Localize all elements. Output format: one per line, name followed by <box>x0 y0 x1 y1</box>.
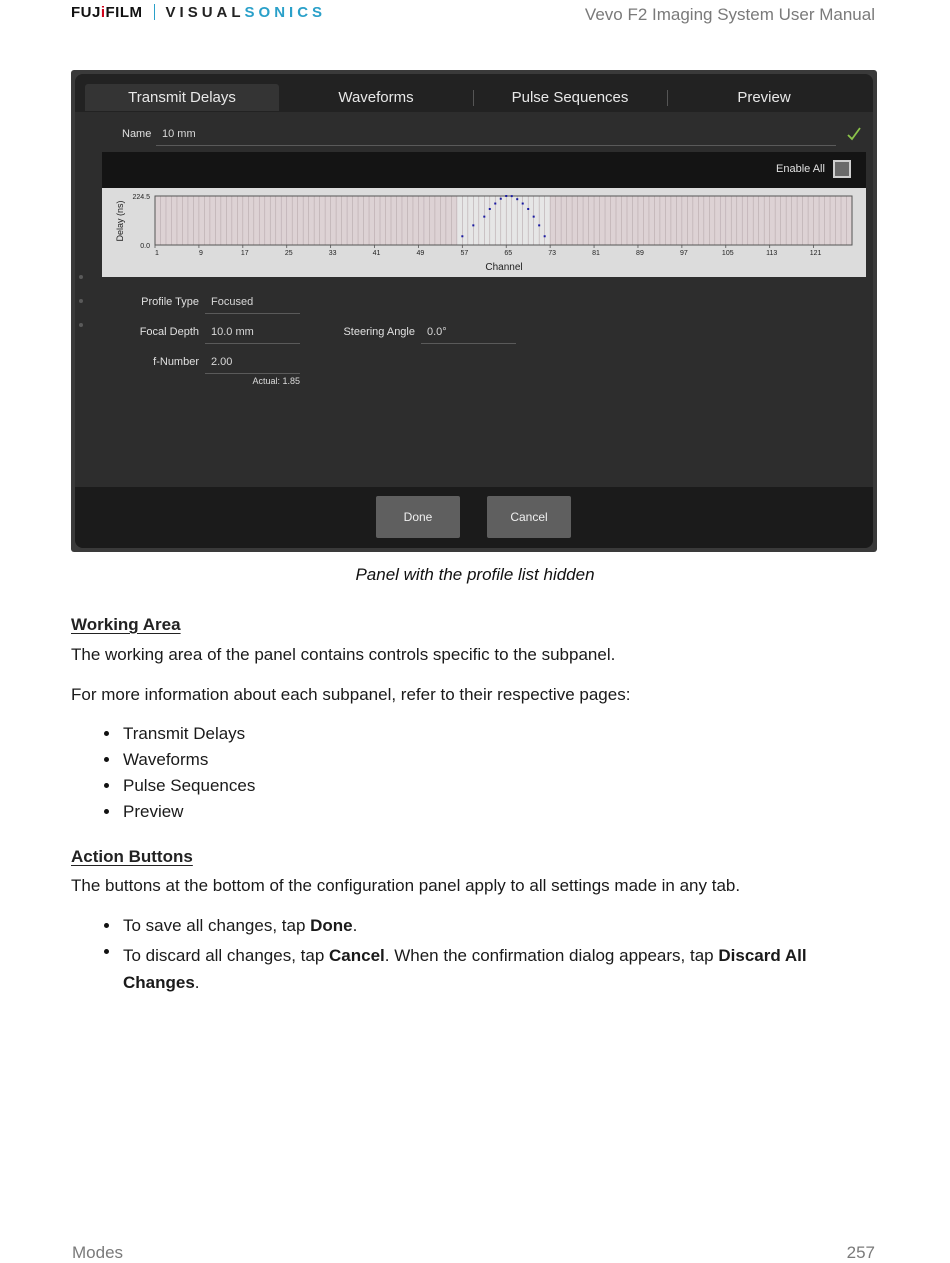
x-tick-label: 1 <box>155 250 159 257</box>
action-bar <box>75 487 873 548</box>
x-tick-label: 41 <box>372 250 381 257</box>
action-buttons-heading: Action Buttons <box>71 847 193 866</box>
list-item <box>123 942 823 996</box>
bullet-dot <box>104 923 109 928</box>
active-aperture-band <box>457 196 550 245</box>
footer-section-name: Modes <box>72 1243 124 1262</box>
delay-point <box>483 216 485 218</box>
x-tick-label: 33 <box>328 250 337 257</box>
list-item <box>123 802 183 822</box>
list-item <box>123 776 255 796</box>
side-handle-dot <box>79 275 83 279</box>
visualsonics-logo-text: VISUALSONICS <box>165 3 327 21</box>
list-item-text[interactable]: Transmit Delays <box>123 724 246 743</box>
tab-waveforms[interactable]: Waveforms <box>338 89 414 106</box>
focal-depth-field[interactable]: 10.0 mm <box>205 326 300 344</box>
delay-point <box>472 224 474 226</box>
enable-all-label: Enable All <box>776 163 825 175</box>
enable-all-checkbox[interactable] <box>833 160 851 178</box>
y-tick-label: 0.0 <box>140 243 150 250</box>
delay-point <box>516 198 518 200</box>
delay-point <box>533 216 535 218</box>
working-area-more-info: For more information about each subpanel, refer to their respective pages: <box>71 685 631 704</box>
tab-preview[interactable]: Preview <box>737 89 791 106</box>
bullet-text: To discard all changes, tap <box>123 946 330 965</box>
company-logo <box>71 3 326 21</box>
steering-angle-field[interactable]: 0.0° <box>421 326 516 344</box>
x-tick-label: 57 <box>460 250 469 257</box>
bullet-text: . <box>352 916 358 935</box>
x-tick-label: 89 <box>636 250 644 257</box>
action-buttons-para: The buttons at the bottom of the configuration panel apply to all settings made in any tab. <box>71 876 741 895</box>
x-tick-label: 25 <box>284 250 293 257</box>
tab-bar <box>75 74 873 112</box>
working-area-heading: Working Area <box>71 615 181 634</box>
page-number: 257 <box>846 1243 875 1262</box>
delay-point <box>500 198 502 200</box>
configuration-panel-screenshot <box>71 70 877 552</box>
tab-transmit-delays[interactable]: Transmit Delays <box>85 84 279 111</box>
transmit-delays-chart-area <box>102 188 866 277</box>
f-number-label: f-Number <box>153 356 199 368</box>
actual-f-number-note: Actual: 1.85 <box>252 376 300 386</box>
bullet-dot <box>104 783 109 788</box>
y-axis-label: Delay (ns) <box>115 200 125 242</box>
x-tick-label: 121 <box>809 250 822 257</box>
bullet-dot <box>104 757 109 762</box>
delay-point <box>544 235 546 237</box>
logo-divider <box>154 4 155 20</box>
cancel-button[interactable]: Cancel <box>487 496 571 538</box>
list-item-text[interactable]: Preview <box>123 802 184 821</box>
changes-emphasis: Changes <box>123 973 195 992</box>
x-tick-label: 73 <box>548 250 557 257</box>
delay-point <box>494 203 496 205</box>
list-item-text[interactable]: Waveforms <box>123 750 209 769</box>
done-button[interactable]: Done <box>376 496 460 538</box>
delay-point <box>461 235 463 237</box>
name-label: Name <box>122 128 152 140</box>
name-field[interactable]: 10 mm <box>156 128 836 146</box>
delay-point <box>511 195 513 197</box>
profile-type-field[interactable]: Focused <box>205 296 300 314</box>
bullet-text: . <box>194 973 200 992</box>
steering-angle-label: Steering Angle <box>343 326 415 338</box>
delay-point <box>538 224 540 226</box>
delay-point <box>505 195 507 197</box>
enable-all-bar <box>102 152 866 188</box>
delay-chart <box>102 188 866 277</box>
bullet-dot <box>104 809 109 814</box>
y-tick-label: 224.5 <box>132 194 150 201</box>
checkmark-icon[interactable] <box>847 127 861 141</box>
x-tick-label: 97 <box>679 250 688 257</box>
tab-pulse-sequences[interactable]: Pulse Sequences <box>511 89 629 106</box>
delay-point <box>489 208 491 210</box>
x-tick-label: 9 <box>198 250 203 257</box>
bullet-text: To save all changes, tap <box>123 916 311 935</box>
figure-caption: Panel with the profile list hidden <box>355 565 595 584</box>
list-item <box>123 916 357 936</box>
x-tick-label: 65 <box>504 250 513 257</box>
bullet-dot <box>104 731 109 736</box>
x-tick-label: 17 <box>240 250 249 257</box>
x-axis-label: Channel <box>485 262 523 273</box>
delay-point <box>522 203 524 205</box>
x-tick-label: 81 <box>592 250 600 257</box>
cancel-emphasis: Cancel <box>329 946 385 965</box>
x-tick-label: 113 <box>766 250 778 257</box>
list-item <box>123 724 245 744</box>
delay-point <box>527 208 529 210</box>
list-item-text[interactable]: Pulse Sequences <box>123 776 256 795</box>
x-tick-label: 105 <box>721 250 734 257</box>
discard-all-emphasis: Discard All <box>718 946 807 965</box>
f-number-field[interactable]: 2.00 <box>205 356 300 374</box>
working-area-para: The working area of the panel contains controls specific to the subpanel. <box>71 645 616 664</box>
manual-title: Vevo F2 Imaging System User Manual <box>584 5 875 24</box>
bullet-dot <box>104 949 109 954</box>
profile-type-label: Profile Type <box>141 296 199 308</box>
x-tick-label: 49 <box>416 250 425 257</box>
done-emphasis: Done <box>310 916 353 935</box>
list-item <box>123 750 208 770</box>
side-handle-dot <box>79 323 83 327</box>
focal-depth-label: Focal Depth <box>139 326 199 338</box>
side-handle-dot <box>79 299 83 303</box>
panel-body <box>75 74 873 548</box>
bullet-text: . When the confirmation dialog appears, tap <box>384 946 719 965</box>
fujifilm-logo-text: FUJiFILM <box>71 3 143 21</box>
